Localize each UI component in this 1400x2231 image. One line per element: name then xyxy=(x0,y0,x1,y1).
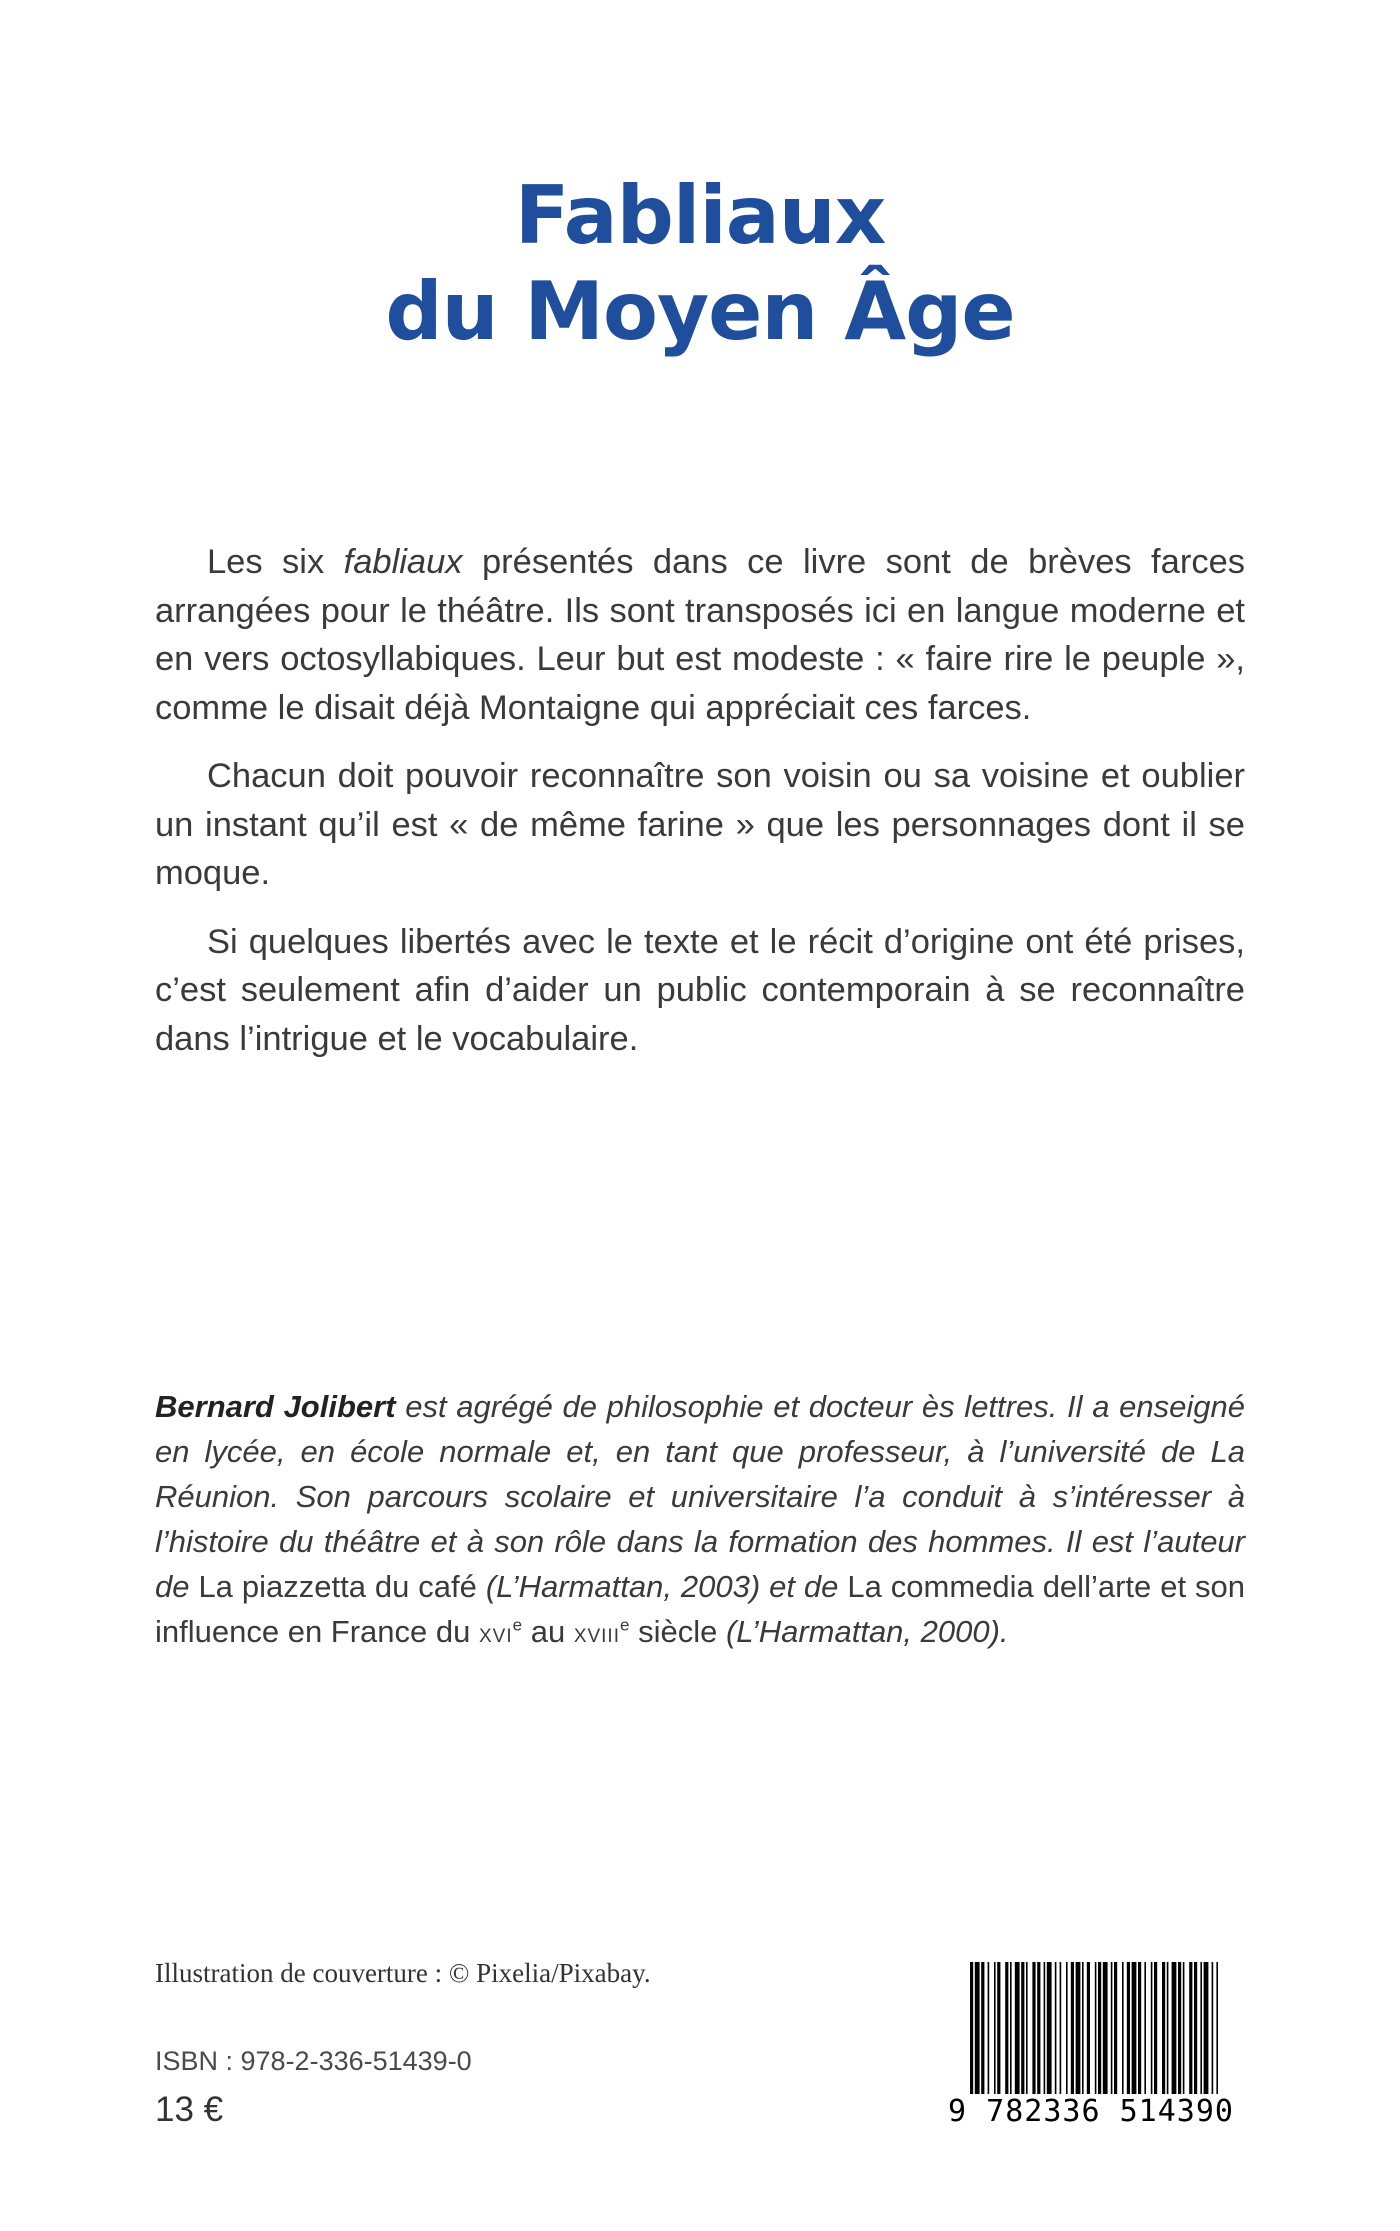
summary-paragraph-2: Chacun doit pouvoir reconnaître son voisin ou sa voisine et oublier un instant qu’il est « de même farine » que les personnages dont il se moque. xyxy=(155,757,1245,892)
barcode-bar xyxy=(1127,1962,1130,2102)
barcode-bar xyxy=(1032,1962,1035,2102)
bio-text: est agrégé de philosophie et docteur ès lettres. Il a enseigné en lycée, en école normale et, en tant que professeur, à l’université de La Réunion. Son parcours scolaire et universitaire l’a conduit à s’intéresser à l’histoire du théâtre et à son rôle dans la formation des hommes. Il est l’auteur de xyxy=(155,1389,1245,1604)
barcode-bar xyxy=(1098,1962,1101,2102)
bio-text: (L’Harmattan, 2003) et de xyxy=(476,1569,848,1604)
barcode-bar xyxy=(1204,1962,1209,2102)
century-1: XVI xyxy=(479,1626,513,1647)
barcode-bar xyxy=(1044,1962,1046,2102)
barcode-bar xyxy=(1055,1962,1057,2102)
barcode-bar xyxy=(1082,1962,1084,2102)
summary-emphasis: fabliaux xyxy=(343,543,463,581)
summary-paragraph-1 xyxy=(155,538,1245,732)
barcode-bar xyxy=(981,1962,984,2102)
barcode-bar xyxy=(1122,1962,1124,2102)
barcode-bar xyxy=(1138,1962,1141,2102)
barcode-bar xyxy=(1076,1962,1081,2102)
century-2-suffix: e xyxy=(620,1615,630,1635)
barcode-bar xyxy=(1194,1962,1197,2102)
book-title xyxy=(0,168,1400,360)
barcode-bar xyxy=(1132,1962,1137,2102)
illustration-credit: Illustration de couverture : © Pixelia/Pixabay. xyxy=(155,1958,651,1988)
barcode-bar xyxy=(1183,1962,1185,2102)
barcode-bar xyxy=(1066,1962,1068,2102)
barcode-bars xyxy=(948,1962,1234,2102)
book-title-2: La commedia dell’arte et son influence en France du xyxy=(155,1569,1245,1649)
barcode-bar xyxy=(1162,1962,1165,2102)
book-summary xyxy=(155,538,1245,1083)
barcode-bar xyxy=(1114,1962,1117,2102)
barcode-bar xyxy=(1021,1962,1024,2102)
century-1-suffix: e xyxy=(512,1615,523,1635)
summary-text: Les six xyxy=(207,543,344,581)
barcode-bar xyxy=(1095,1962,1097,2102)
barcode-bar xyxy=(1026,1962,1028,2102)
author-bio xyxy=(155,1384,1245,1659)
summary-text: présentés dans ce livre sont de brèves farces arrangées pour le théâtre. Ils sont transposés ici en langue moderne et en vers octosyllabiques. Leur but est modeste : « faire rire le peuple », comme le disait déjà Montaigne qui appréciait ces farces. xyxy=(155,543,1246,727)
barcode-bar xyxy=(970,1962,973,2102)
barcode-bar xyxy=(994,1962,996,2102)
barcode-bar xyxy=(1151,1962,1153,2102)
barcode-bar xyxy=(1071,1962,1074,2102)
barcode-bar xyxy=(1167,1962,1169,2102)
author-name: Bernard Jolibert xyxy=(155,1389,396,1424)
bio-text: (L’Harmattan, 2000). xyxy=(717,1614,1009,1649)
price: 13 € xyxy=(155,2090,224,2129)
bio-text: siècle xyxy=(629,1614,718,1649)
barcode-bar xyxy=(1015,1962,1020,2102)
barcode-bar xyxy=(1111,1962,1113,2102)
barcode-bar xyxy=(1060,1962,1062,2102)
barcode-bar xyxy=(1047,1962,1052,2102)
barcode-bar xyxy=(1172,1962,1177,2102)
barcode-bar xyxy=(1010,1962,1012,2102)
barcode-bar xyxy=(1216,1962,1218,2102)
barcode-bar xyxy=(1154,1962,1157,2102)
barcode-bar xyxy=(1200,1962,1202,2102)
barcode-bar xyxy=(1037,1962,1040,2102)
barcode-bar xyxy=(997,1962,1000,2102)
barcode-bar xyxy=(988,1962,990,2102)
barcode-bar xyxy=(1178,1962,1181,2102)
bio-text: au xyxy=(522,1614,574,1649)
title-line-1: Fabliaux xyxy=(514,169,886,262)
barcode-bar xyxy=(1189,1962,1192,2102)
isbn: ISBN : 978-2-336-51439-0 xyxy=(155,2046,472,2076)
barcode xyxy=(948,1962,1234,2132)
barcode-bar xyxy=(1144,1962,1146,2102)
barcode-bar xyxy=(1212,1962,1214,2102)
barcode-bar xyxy=(1005,1962,1008,2102)
barcode-bar xyxy=(1087,1962,1090,2102)
barcode-digits: 9 782336 514390 xyxy=(948,2094,1234,2129)
summary-paragraph-3: Si quelques libertés avec le texte et le récit d’origine ont été prises, c’est seulement afin d’aider un public contemporain à se reconnaître dans l’intrigue et le vocabulaire. xyxy=(155,922,1245,1058)
barcode-bar xyxy=(975,1962,980,2102)
title-line-2: du Moyen Âge xyxy=(385,265,1015,358)
century-2: XVIII xyxy=(573,1626,620,1647)
book-title-1: La piazzetta du café xyxy=(198,1569,477,1604)
barcode-bar xyxy=(1103,1962,1108,2102)
